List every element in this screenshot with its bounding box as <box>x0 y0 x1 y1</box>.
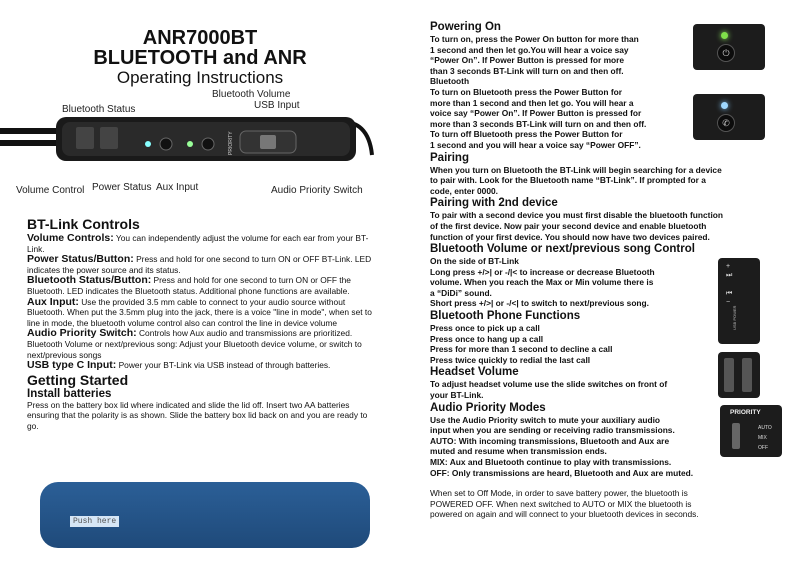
bluetooth-line: more than 1 second and then let go. You will hear a <box>430 97 634 108</box>
doc-model-title: ANR7000BT <box>142 27 258 49</box>
bt-volume-line: a “DiDi” sound. <box>430 287 492 298</box>
headset-line: To adjust headset volume use the slide switches on front of <box>430 379 668 390</box>
headset-line: your BT-Link. <box>430 390 484 401</box>
bluetooth-status-desc <box>27 275 379 296</box>
getting-started-heading: Getting Started <box>27 371 129 388</box>
power-button-thumbnail <box>693 24 765 70</box>
bluetooth-line: To turn on Bluetooth press the Power Button for <box>430 86 622 97</box>
doc-instructions-title: Operating Instructions <box>116 68 284 87</box>
pairing-line: to pair with. Look for the Bluetooth name “BT-Link”. If prompted for a <box>430 175 706 186</box>
callout-aux-input: Aux Input <box>156 182 199 193</box>
pairing-line: When you turn on Bluetooth the BT-Link will begin searching for a device <box>430 164 722 175</box>
bluetooth-button-thumbnail <box>693 94 765 140</box>
powering-on-heading: Powering On <box>430 21 501 33</box>
bt-volume-line: Long press +/>| or -/|< to increase or decrease Bluetooth <box>430 266 655 277</box>
power-status-desc <box>27 254 379 275</box>
bluetooth-subheading: Bluetooth <box>430 76 470 87</box>
pairing-line: code, enter 0000. <box>430 185 498 196</box>
pairing-2nd-heading: Pairing with 2nd device <box>430 197 558 210</box>
thumb-priority-label: PRIORITY <box>730 409 761 416</box>
phone-line: Press once to pick up a call <box>430 323 540 334</box>
aux-input-text: Use the provided 3.5 mm cable to connect to your audio source without Bluetooth. When put the 3.5mm plug into the jack, there is a voice "line in mode", when set to line in mode, the bluetooth volume control also can control the line in device volume <box>27 296 372 328</box>
device-priority-mark: PRIORITY <box>228 131 234 155</box>
apm-line: Use the Audio Priority switch to mute your auxiliary audio <box>430 414 661 425</box>
headset-volume-heading: Headset Volume <box>430 366 519 379</box>
phone-functions-heading: Bluetooth Phone Functions <box>430 310 581 323</box>
usb-input-term: USB type C Input: <box>27 359 117 372</box>
power-status-text: Press and hold for one second to turn ON or OFF BT-Link. LED indicates the power source and its status. <box>27 254 372 275</box>
power-icon: ⏻ <box>717 44 735 62</box>
bt-volume-line: On the side of BT-Link <box>430 256 519 267</box>
usb-power-mark: USB POWER <box>732 305 737 330</box>
power-status-term: Power Status/Button: <box>27 253 134 266</box>
volume-controls-text: You can independently adjust the volume for each ear from your BT-Link. <box>27 233 369 254</box>
bluetooth-line: To turn off Bluetooth press the Power Button for <box>430 129 623 140</box>
bt-volume-line: Short press +/>| or -/<| to switch to next/previous song. <box>430 298 649 309</box>
audio-priority-term: Audio Priority Switch: <box>27 327 137 340</box>
bt-volume-heading: Bluetooth Volume or next/previous song Control <box>430 243 695 256</box>
apm-line: OFF: Only transmissions are heard, Bluetooth and Aux are muted. <box>430 467 694 478</box>
bt-volume-line: volume. When you reach the Max or Min volume there is <box>430 277 654 288</box>
usb-input-desc <box>27 360 379 371</box>
off-mode-line: powered on again and will connect to your bluetooth devices in seconds. <box>430 509 699 520</box>
apm-line: muted and resume when transmission ends. <box>430 446 607 457</box>
phone-line: Press for more than 1 second to decline a call <box>430 344 613 355</box>
powering-on-line: than 3 seconds BT-Link will turn on and then off. <box>430 65 624 76</box>
bluetooth-line: 1 second and you will hear a voice say “Power OFF”. <box>430 139 641 150</box>
thumb-off-label: OFF <box>758 445 768 451</box>
battery-push-label: Push here <box>70 516 119 527</box>
left-column <box>27 216 379 432</box>
aux-input-desc <box>27 297 379 329</box>
volume-controls-desc <box>27 233 379 254</box>
side-button-icons: + ⏭ ⏮ − <box>726 263 733 306</box>
audio-priority-modes-heading: Audio Priority Modes <box>430 401 546 414</box>
headset-volume-thumbnail <box>718 352 760 398</box>
callout-bluetooth-volume: Bluetooth Volume <box>212 89 291 100</box>
pairing-2nd-line: of the first device. Now pair your second device and enable bluetooth <box>430 220 707 231</box>
bluetooth-status-text: Press and hold for one second to turn ON or OFF the Bluetooth. LED indicates the Bluetooth status. Additional phone functions are available. <box>27 275 351 296</box>
apm-line: input when you are sending or receiving radio transmissions. <box>430 425 675 436</box>
pairing-2nd-line: function of your first device. You should now have two devices paired. <box>430 231 710 242</box>
pairing-2nd-line: To pair with a second device you must first disable the bluetooth function <box>430 210 723 221</box>
doc-subtitle: BLUETOOTH and ANR <box>93 47 307 69</box>
phone-line: Press twice quickly to redial the last call <box>430 354 591 365</box>
phone-line: Press once to hang up a call <box>430 333 544 344</box>
off-mode-line: POWERED OFF. When next switched to AUTO or MIX the bluetooth is <box>430 498 692 509</box>
apm-line: AUTO: With incoming transmissions, Bluetooth and Aux are <box>430 435 670 446</box>
aux-input-term: Aux Input: <box>27 295 79 308</box>
phone-icon: ✆ <box>717 114 735 132</box>
bluetooth-status-term: Bluetooth Status/Button: <box>27 274 152 287</box>
usb-input-text: Power your BT-Link via USB instead of through batteries. <box>116 360 331 371</box>
battery-box-image <box>40 482 370 548</box>
side-volume-thumbnail <box>718 258 760 344</box>
bluetooth-line: voice say “Power On”. If Power Button is pressed for <box>430 108 642 119</box>
thumb-auto-label: AUTO <box>758 425 772 431</box>
controls-heading: BT-Link Controls <box>27 216 140 232</box>
powering-on-line: “Power On”. If Power Button is pressed for more <box>430 55 625 66</box>
off-mode-line: When set to Off Mode, in order to save battery power, the bluetooth is <box>430 488 688 499</box>
audio-priority-text: Controls how Aux audio and transmissions are prioritized. Bluetooth Volume or next/previous song: Adjust your Bluetooth device volume, or switch to next/previous songs <box>27 328 362 360</box>
volume-controls-term: Volume Controls: <box>27 232 114 244</box>
callout-power-status: Power Status <box>92 182 152 193</box>
callout-bluetooth-status: Bluetooth Status <box>62 104 136 115</box>
priority-switch-thumbnail <box>720 405 782 457</box>
callout-volume-control: Volume Control <box>16 185 85 196</box>
pairing-heading: Pairing <box>430 151 469 164</box>
audio-priority-desc <box>27 328 379 360</box>
apm-line: MIX: Aux and Bluetooth continue to play with transmissions. <box>430 457 672 467</box>
thumb-mix-label: MIX <box>758 435 767 441</box>
bluetooth-line: more than 3 seconds BT-Link will turn on and then off. <box>430 118 647 129</box>
install-batteries-heading: Install batteries <box>27 387 112 400</box>
powering-on-line: 1 second and then let go.You will hear a voice say <box>430 44 629 55</box>
callout-audio-priority-switch: Audio Priority Switch <box>271 185 363 196</box>
callout-usb-input: USB Input <box>254 100 300 111</box>
install-batteries-text: Press on the battery box lid where indicated and slide the lid off. Insert two AA batteries ensuring that the polarity is as shown. Slide the battery box lid back on and you are ready to go. <box>27 399 368 431</box>
powering-on-line: To turn on, press the Power On button for more than <box>430 34 639 44</box>
